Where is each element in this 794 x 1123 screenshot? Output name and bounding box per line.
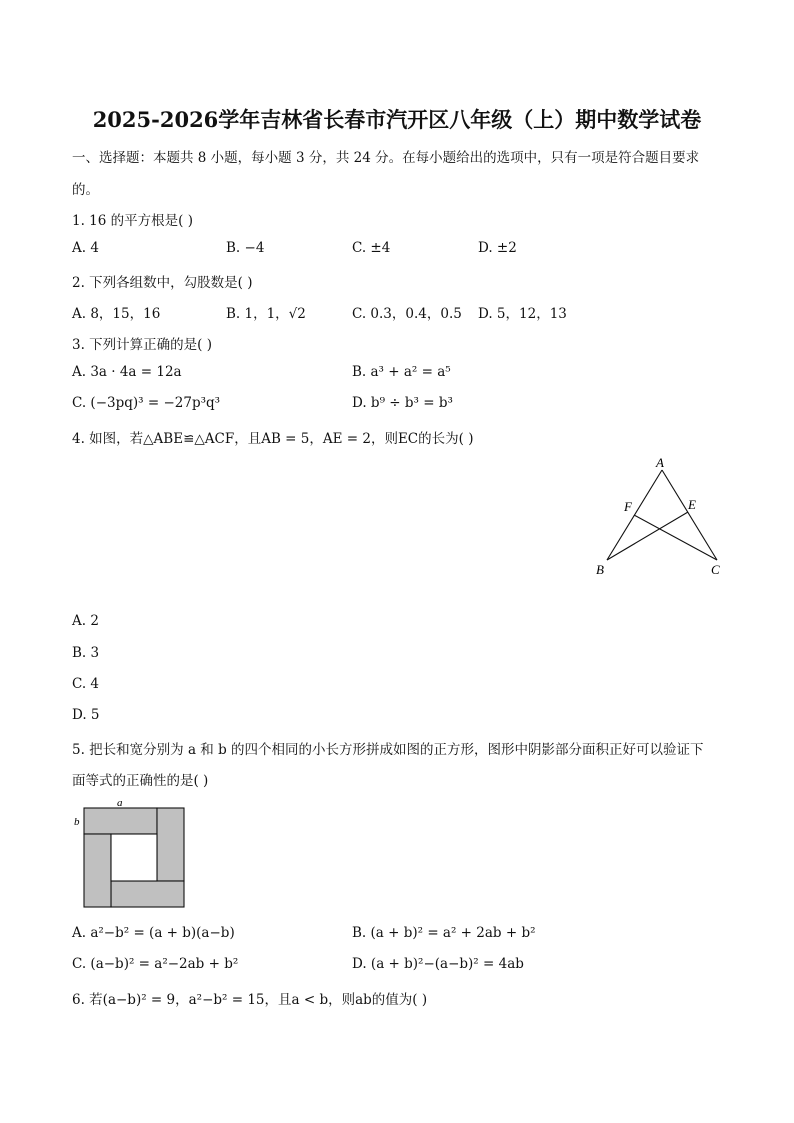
q4-side-ac	[662, 470, 717, 560]
q5-stem-line2: 面等式的正确性的是( )	[72, 773, 209, 789]
q4-option-d: D. 5	[72, 707, 100, 723]
q1-stem: 1. 16 的平方根是( )	[72, 213, 193, 229]
q6-stem: 6. 若(a−b)² = 9，a²−b² = 15，且a < b，则ab的值为( )	[72, 992, 428, 1008]
q5-stem-line1: 5. 把长和宽分别为 a 和 b 的四个相同的小长方形拼成如图的正方形，图形中阴影部分面积正好可以验证下	[72, 742, 704, 758]
q3-option-c: C. (−3pq)³ = −27p³q³	[72, 395, 221, 411]
q4-triangle-figure	[590, 452, 730, 582]
q4-stem: 4. 如图，若△ABE≌△ACF，且AB = 5，AE = 2，则EC的长为( )	[72, 431, 474, 447]
q5-option-d: D. (a + b)²−(a−b)² = 4ab	[352, 956, 524, 972]
q4-option-c: C. 4	[72, 676, 100, 692]
q5-inner-square	[111, 834, 157, 881]
q5-label-a: a	[117, 797, 123, 809]
q1-option-a: A. 4	[72, 240, 99, 256]
q3-option-a: A. 3a · 4a = 12a	[72, 364, 182, 380]
q5-option-a: A. a²−b² = (a + b)(a−b)	[72, 925, 235, 941]
q5-rect-right	[157, 808, 184, 881]
q2-option-c: C. 0.3，0.4，0.5	[352, 306, 462, 322]
q4-label-f: F	[624, 499, 632, 514]
q2-option-d: D. 5，12，13	[478, 306, 567, 322]
q4-label-b: B	[596, 562, 604, 577]
q5-option-c: C. (a−b)² = a²−2ab + b²	[72, 956, 239, 972]
q2-option-b: B. 1，1，√2	[226, 306, 306, 322]
q3-option-d: D. b⁹ ÷ b³ = b³	[352, 395, 453, 411]
q4-segment-be	[607, 512, 688, 560]
q4-segment-cf	[634, 515, 717, 560]
q3-option-b: B. a³ + a² = a⁵	[352, 364, 451, 380]
q1-option-c: C. ±4	[352, 240, 391, 256]
q5-option-b: B. (a + b)² = a² + 2ab + b²	[352, 925, 536, 941]
q5-rect-top	[84, 808, 157, 834]
q4-label-e: E	[688, 497, 696, 512]
q4-option-b: B. 3	[72, 645, 100, 661]
section-instruction-line2: 的。	[72, 182, 99, 198]
q3-stem: 3. 下列计算正确的是( )	[72, 337, 212, 353]
q5-rect-left	[84, 834, 111, 907]
section-instruction-line1: 一、选择题：本题共 8 小题，每小题 3 分，共 24 分。在每小题给出的选项中，只有一项是符合题目要求	[72, 150, 700, 166]
q1-option-d: D. ±2	[478, 240, 517, 256]
page-title: 2025-2026学年吉林省长春市汽开区八年级（上）期中数学试卷	[92, 107, 702, 132]
q2-option-a: A. 8，15，16	[72, 306, 161, 322]
q4-label-c: C	[711, 562, 720, 577]
q5-rect-bottom	[111, 881, 184, 907]
q1-option-b: B. −4	[226, 240, 265, 256]
q5-label-b: b	[74, 816, 80, 828]
q4-option-a: A. 2	[72, 613, 99, 629]
q4-label-a: A	[656, 455, 664, 470]
q5-square-figure	[70, 796, 190, 912]
q2-stem: 2. 下列各组数中，勾股数是( )	[72, 275, 253, 291]
